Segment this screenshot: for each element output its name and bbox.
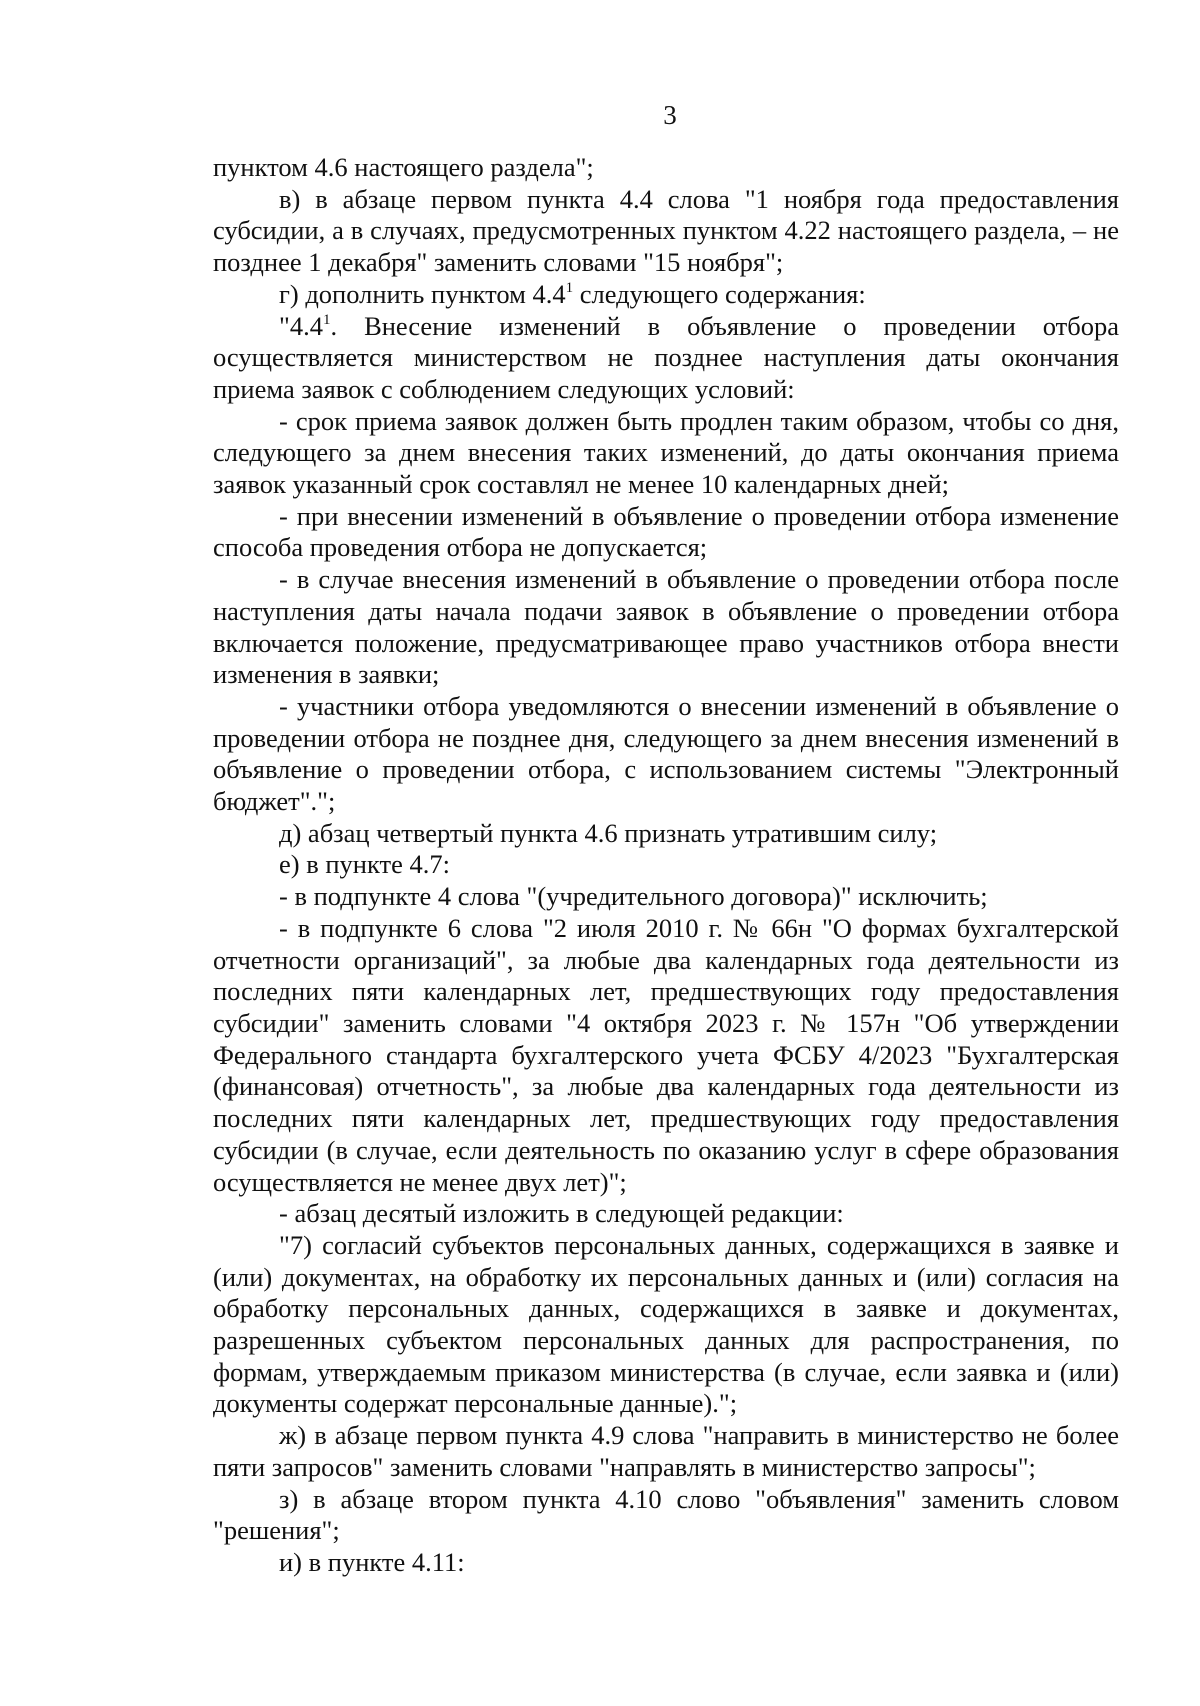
paragraph-condition-2: - при внесении изменений в объявление о проведении отбора изменение способа проведения отбора не допускается; xyxy=(213,500,1119,563)
paragraph-continuation: пунктом 4.6 настоящего раздела"; xyxy=(213,152,594,182)
paragraph-condition-4: - участники отбора уведомляются о внесении изменений в объявление о проведении отбора не позднее дня, следующего за днем внесения изменений в объявление о проведении отбора, с использованием системы "Электронный бюджет"."; xyxy=(213,690,1119,817)
paragraph-condition-1: - срок приема заявок должен быть продлен таким образом, чтобы со дня, следующего за днем внесения таких изменений, до даты окончания приема заявок указанный срок составлял не менее 10 календарных дней; xyxy=(213,405,1119,500)
paragraph-point-4-4-1: "$4.4^1$. Внесение изменений в объявление о проведении отбора осуществляется министерством не позднее наступления даты окончания приема заявок с соблюдением следующих условий: xyxy=(213,310,1119,404)
paragraph-item-v: в) в абзаце первом пункта 4.4 слова "1 ноября года предоставления субсидии, а в случаях, предусмотренных пунктом 4.22 настоящего раздела, – не позднее 1 декабря" заменить словами "15 ноября"; xyxy=(213,183,1119,278)
paragraph-condition-3: - в случае внесения изменений в объявление о проведении отбора после наступления даты начала подачи заявок в объявление о проведении отбора включается положение, предусматривающее право участников отбора внести изменения в заявки; xyxy=(213,564,1119,690)
paragraph-subpoint-4: - в подпункте 4 слова "(учредительного договора)" исключить; xyxy=(279,881,988,912)
page-number: 3 xyxy=(663,100,677,130)
paragraph-item-d: д) абзац четвертый пункта 4.6 признать утратившим силу; xyxy=(279,817,938,848)
superscript-one: 1 xyxy=(565,279,574,296)
paragraph-item-z: з) в абзаце втором пункта 4.10 слово "объявления" заменить словом "решения"; xyxy=(213,1483,1119,1546)
document-body xyxy=(213,152,1119,1579)
paragraph-item-g: г) дополнить пунктом $4.4^1$ следующего содержания: xyxy=(279,278,866,309)
paragraph-item-zh: ж) в абзаце первом пункта 4.9 слова "направить в министерство не более пяти запросов" заменить словами "направлять в министерство запросы"; xyxy=(213,1420,1119,1482)
paragraph-item-i: и) в пункте 4.11: xyxy=(279,1546,465,1577)
paragraph-consents: "7) согласий субъектов персональных данных, содержащихся в заявке и (или) документах, на обработку их персональных данных и (или) согласия на обработку персональных данных, содержащихся в заявке и документах, разрешенных субъектом персональных данных для распространения, по формам, утверждаемым приказом министерства (в случае, если заявка и (или) документы содержат персональные данные)."; xyxy=(213,1229,1119,1419)
paragraph-subpoint-6: - в подпункте 6 слова "2 июля 2010 г. № 66н "О формах бухгалтерской отчетности организаций", за любые два календарных года деятельности из последних пяти календарных лет, предшествующих году предоставления субсидии" заменить словами "4 октября 2023 г. № 157н "Об утверждении Федерального стандарта бухгалтерского учета ФСБУ 4/2023 "Бухгалтерская (финансовая) отчетность", за любые два календарных года деятельности из последних пяти календарных лет, предшествующих году предоставления субсидии (в случае, если деятельность по оказанию услуг в сфере образования осуществляется не менее двух лет)"; xyxy=(213,912,1119,1197)
superscript-one: 1 xyxy=(322,311,331,328)
paragraph-item-e: е) в пункте 4.7: xyxy=(279,849,450,880)
paragraph-tenth-abzac: - абзац десятый изложить в следующей редакции: xyxy=(279,1198,844,1229)
